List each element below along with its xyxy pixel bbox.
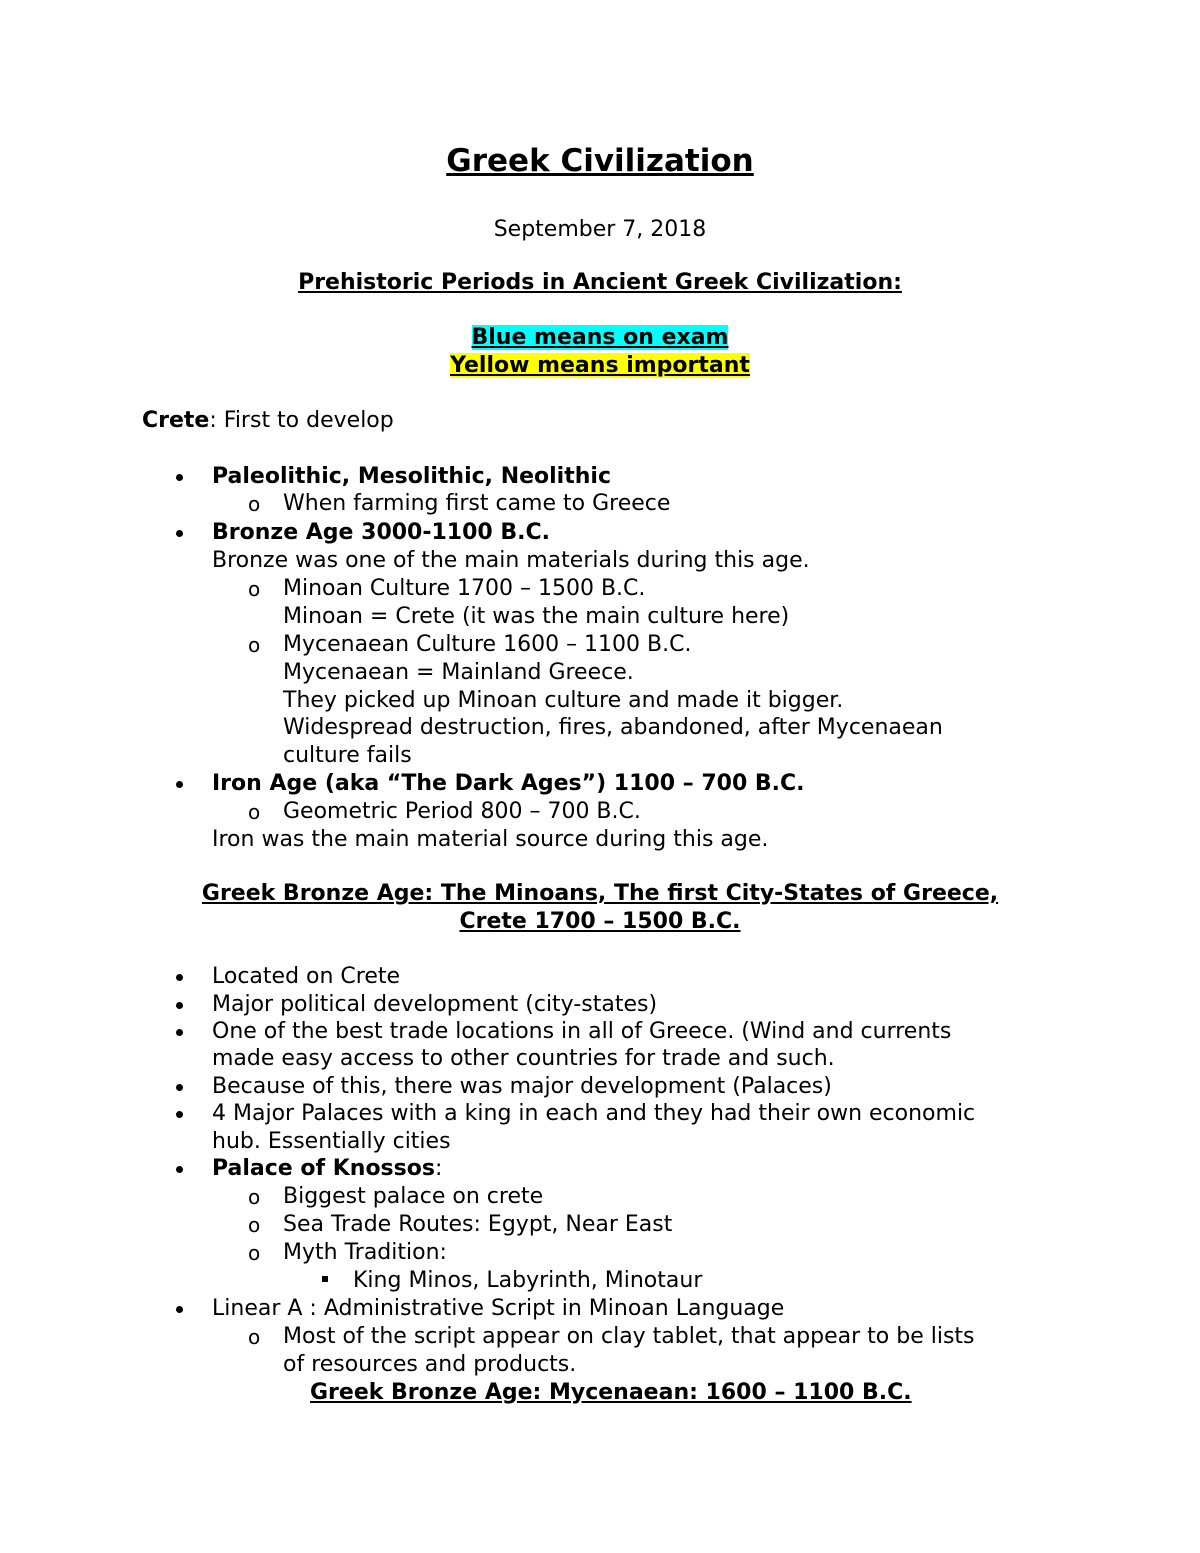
period-iron: Iron Age (aka “The Dark Ages”) 1100 – 700 B.C. bbox=[212, 771, 805, 796]
minoan-item-3a: One of the best trade locations in all of Greece. (Wind and currents bbox=[212, 1019, 952, 1044]
square-bullet bbox=[322, 1276, 328, 1282]
minoan-item-2: Major political development (city-states) bbox=[212, 992, 658, 1017]
legend-blue bbox=[0, 324, 1200, 352]
bullet bbox=[176, 781, 183, 788]
period-bronze: Bronze Age 3000-1100 B.C. bbox=[212, 520, 551, 545]
sub-marker: o bbox=[248, 1213, 261, 1237]
linear-a-sub-b: of resources and products. bbox=[283, 1352, 577, 1377]
knossos-sub-3: Myth Tradition: bbox=[283, 1240, 447, 1265]
mycenaean-note-2: They picked up Minoan culture and made it bigger. bbox=[283, 688, 844, 713]
bullet bbox=[176, 1111, 183, 1118]
minoan-item-5a: 4 Major Palaces with a king in each and they had their own economic bbox=[212, 1101, 976, 1126]
legend-blue-text: Blue means on exam bbox=[471, 325, 729, 350]
minoan-item-5b: hub. Essentially cities bbox=[212, 1129, 451, 1154]
bullet bbox=[176, 1002, 183, 1009]
bullet bbox=[176, 974, 183, 981]
sub-marker: o bbox=[248, 1241, 261, 1265]
crete-intro bbox=[142, 407, 394, 435]
legend-yellow-text: Yellow means important bbox=[450, 353, 750, 378]
document-date: September 7, 2018 bbox=[493, 217, 707, 242]
knossos-colon: : bbox=[434, 1156, 443, 1181]
period-paleolithic-sub: When farming first came to Greece bbox=[283, 491, 671, 516]
minoan-culture: Minoan Culture 1700 – 1500 B.C. bbox=[283, 576, 646, 601]
knossos-sub-1: Biggest palace on crete bbox=[283, 1184, 544, 1209]
bullet bbox=[176, 474, 183, 481]
crete-label: Crete bbox=[142, 408, 210, 433]
bullet bbox=[176, 530, 183, 537]
bullet bbox=[176, 1084, 183, 1091]
sub-marker: o bbox=[248, 800, 261, 824]
crete-text: : First to develop bbox=[209, 408, 394, 433]
minoan-note: Minoan = Crete (it was the main culture here) bbox=[283, 604, 790, 629]
linear-a-item: Linear A : Administrative Script in Minoan Language bbox=[212, 1296, 785, 1321]
section-heading-minoans-2: Crete 1700 – 1500 B.C. bbox=[459, 909, 741, 934]
sub-marker: o bbox=[248, 1325, 261, 1349]
period-iron-note: Iron was the main material source during this age. bbox=[212, 827, 769, 852]
mycenaean-note-1: Mycenaean = Mainland Greece. bbox=[283, 660, 634, 685]
knossos-label: Palace of Knossos bbox=[212, 1156, 435, 1181]
knossos-sub-2: Sea Trade Routes: Egypt, Near East bbox=[283, 1212, 673, 1237]
section-heading-minoans-1: Greek Bronze Age: The Minoans, The first City-States of Greece, bbox=[201, 881, 999, 906]
bullet bbox=[176, 1166, 183, 1173]
sub-marker: o bbox=[248, 492, 261, 516]
linear-a-sub-a: Most of the script appear on clay tablet, that appear to be lists bbox=[283, 1324, 975, 1349]
minoan-item-4: Because of this, there was major development (Palaces) bbox=[212, 1074, 832, 1099]
period-paleolithic: Paleolithic, Mesolithic, Neolithic bbox=[212, 464, 611, 489]
sub-marker: o bbox=[248, 1185, 261, 1209]
knossos-heading bbox=[212, 1155, 442, 1183]
period-bronze-note: Bronze was one of the main materials during this age. bbox=[212, 548, 810, 573]
document-title: Greek Civilization bbox=[446, 143, 754, 179]
mycenaean-note-3: Widespread destruction, fires, abandoned, after Mycenaean bbox=[283, 715, 943, 740]
section-heading-prehistoric: Prehistoric Periods in Ancient Greek Civilization: bbox=[298, 270, 902, 295]
mycenaean-culture: Mycenaean Culture 1600 – 1100 B.C. bbox=[283, 632, 692, 657]
geometric-period: Geometric Period 800 – 700 B.C. bbox=[283, 799, 641, 824]
sub-marker: o bbox=[248, 633, 261, 657]
section-heading-mycenaean: Greek Bronze Age: Mycenaean: 1600 – 1100 B.C. bbox=[310, 1380, 912, 1405]
sub-marker: o bbox=[248, 577, 261, 601]
mycenaean-note-4: culture fails bbox=[283, 743, 412, 768]
bullet bbox=[176, 1029, 183, 1036]
legend-yellow bbox=[0, 352, 1200, 380]
bullet bbox=[176, 1306, 183, 1313]
minoan-item-1: Located on Crete bbox=[212, 964, 401, 989]
minoan-item-3b: made easy access to other countries for trade and such. bbox=[212, 1046, 835, 1071]
knossos-myth-item: King Minos, Labyrinth, Minotaur bbox=[353, 1268, 703, 1293]
